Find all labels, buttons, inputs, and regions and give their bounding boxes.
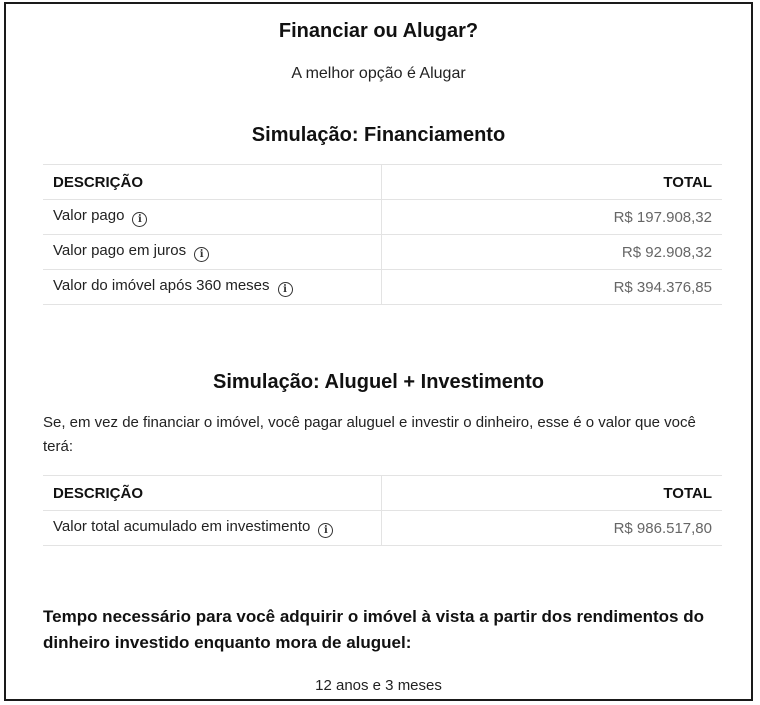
table-row — [43, 235, 722, 270]
table-header-row — [43, 476, 722, 511]
info-icon[interactable]: i — [132, 212, 147, 227]
row-value: R$ 986.517,80 — [381, 511, 722, 546]
row-value: R$ 197.908,32 — [381, 200, 722, 235]
row-label: Valor do imóvel após 360 meses — [53, 277, 270, 294]
financiamento-table — [43, 164, 722, 305]
aluguel-table — [43, 475, 722, 546]
row-label-cell — [43, 511, 381, 546]
row-label-cell — [43, 270, 381, 305]
row-label: Valor total acumulado em investimento — [53, 518, 311, 535]
page-title: Financiar ou Alugar? — [278, 20, 479, 42]
aluguel-section-title: Simulação: Aluguel + Investimento — [213, 371, 544, 393]
table-header-row — [43, 165, 722, 200]
aluguel-description: Se, em vez de financiar o imóvel, você pagar aluguel e investir o dinheiro, esse é o valor que você terá: — [43, 414, 696, 455]
total-header: TOTAL — [381, 476, 722, 511]
recommendation-text: A melhor opção é Alugar — [291, 65, 466, 82]
row-value: R$ 92.908,32 — [381, 235, 722, 270]
row-label-cell — [43, 200, 381, 235]
total-header: TOTAL — [381, 165, 722, 200]
row-label-cell — [43, 235, 381, 270]
description-header: DESCRIÇÃO — [43, 476, 381, 511]
table-row — [43, 200, 722, 235]
time-question: Tempo necessário para você adquirir o imóvel à vista a partir dos rendimentos do dinheiro investido enquanto mora de aluguel: — [43, 607, 704, 652]
description-header: DESCRIÇÃO — [43, 165, 381, 200]
table-row — [43, 511, 722, 546]
row-label: Valor pago em juros — [53, 242, 187, 259]
info-icon[interactable]: i — [278, 282, 293, 297]
financiamento-section-title: Simulação: Financiamento — [251, 124, 506, 146]
info-icon[interactable]: i — [318, 523, 333, 538]
row-value: R$ 394.376,85 — [381, 270, 722, 305]
table-row — [43, 270, 722, 305]
time-answer: 12 anos e 3 meses — [315, 677, 442, 694]
simulation-panel — [4, 2, 753, 701]
info-icon[interactable]: i — [194, 247, 209, 262]
row-label: Valor pago — [53, 207, 125, 224]
